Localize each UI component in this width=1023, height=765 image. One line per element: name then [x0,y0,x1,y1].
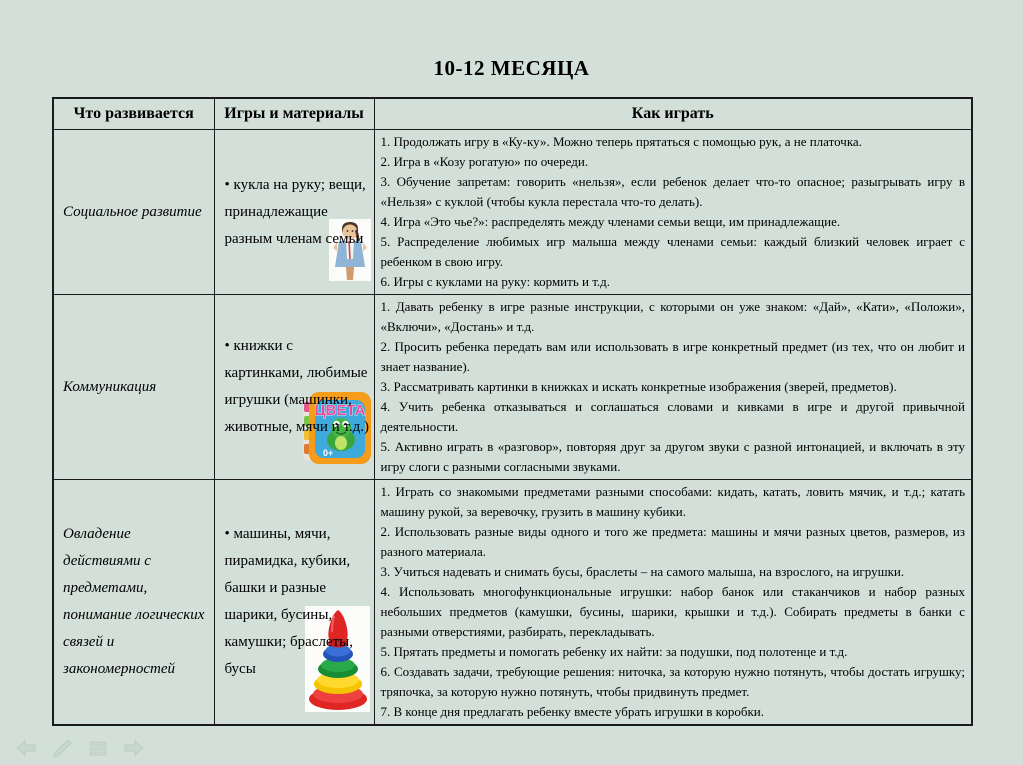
how-to-play-item: 1. Играть со знакомыми предметами разными способами: кидать, катать, ловить мячик, и т.д.; катать машину рукой, за веревочку, грузить в машину кубики. [380,484,965,519]
how-to-play-item: 4. Использовать многофункциональные игрушки: набор банок или стаканчиков и набор разных небольших предметов (камушки, бусины, шарики, крышки и т.д.). Собирать предметы в банки с разными отверстиями, разбирать, перекладывать. [380,584,965,639]
how-to-play-item: 2. Использовать разные виды одного и того же предмета: машины и мячи разных цветов, размеров, из разного материала. [380,524,965,559]
book-title-text: ЦВЕТА [314,402,365,419]
how-to-play-item: 4. Игра «Это чье?»: распределять между членами семьи вещи, им принадлежащие. [380,214,841,229]
header-row [53,98,972,130]
how-to-play-cell [374,480,972,726]
develops-cell: Социальное развитие [53,130,214,295]
column-header-develops: Что развивается [53,98,214,130]
how-to-play-item: 6. Игры с куклами на руку: кормить и т.д. [380,274,611,289]
how-to-play-item: 4. Учить ребенка отказываться и соглашаться словами и кивками в игре и другой привычной деятельности. [380,399,965,434]
slideshow-controls [14,735,164,761]
book-age-label: 0+ [322,448,333,458]
table-row [53,295,972,480]
how-to-play-item: 5. Прятать предметы и помогать ребенку их найти: за подушки, под полотенце и т.д. [380,644,848,659]
how-to-play-item: 2. Игра в «Козу рогатую» по очереди. [380,154,589,169]
how-to-play-item: 2. Просить ребенка передать вам или использовать в игре конкретный предмет (из тех, что он любит и знает название). [380,339,965,374]
materials-cell [214,480,374,726]
how-to-play-item: 6. Создавать задачи, требующие решения: ниточка, за которую нужно потянуть, чтобы достать игрушку; тряпочка, за которую нужно потянуть, чтобы придвинуть предмет. [380,664,965,699]
page-title: 10-12 МЕСЯЦА [433,56,590,80]
develops-cell: Овладение действиями с предметами, понимание логических связей и закономерностей [53,480,214,726]
column-header-materials: Игры и материалы [214,98,374,130]
how-to-play-item: 1. Продолжать игру в «Ку-ку». Можно теперь прятаться с помощью рук, а не платочка. [380,134,862,149]
how-to-play-item: 3. Учиться надевать и снимать бусы, браслеты – на самого малыша, на взрослого, на игрушки. [380,564,905,579]
materials-cell [214,130,374,295]
how-to-play-cell [374,295,972,480]
column-header-how-to-play: Как играть [374,98,972,130]
next-slide-button[interactable] [122,737,146,759]
slide-menu-button[interactable] [86,737,110,759]
materials-text: • кукла на руку; вещи, принадлежащие разным членам семьи [224,176,366,247]
materials-text: • машины, мячи, пирамидка, кубики, башки и разные шарики, бусины, камушки; браслеты, бусы [224,526,353,677]
how-to-play-item: 3. Обучение запретам: говорить «нельзя», если ребенок делает что-то опасное; разыгрывать игру в «Нельзя» с куклой (чтобы кукла перестала что-то делать). [380,174,965,209]
how-to-play-item: 5. Активно играть в «разговор», повторяя друг за другом звуки с разной интонацией, и включать в эту игру слоги с разными согласными звуками. [380,439,965,474]
materials-cell [214,295,374,480]
development-table [52,97,973,726]
table-row [53,130,972,295]
how-to-play-cell [374,130,972,295]
materials-text: • книжки с картинками, любимые игрушки (машинки, животные, мячи и т.д.) [224,338,370,435]
previous-slide-button[interactable] [14,737,38,759]
how-to-play-item: 5. Распределение любимых игр малыша между членами семьи: каждый близкий человек играет с ребенком в свою игру. [380,234,965,269]
develops-cell: Коммуникация [53,295,214,480]
how-to-play-item: 3. Рассматривать картинки в книжках и искать конкретные изображения (зверей, предметов). [380,379,897,394]
how-to-play-item: 7. В конце дня предлагать ребенку вместе убрать игрушки в коробки. [380,704,764,719]
table-row [53,480,972,726]
how-to-play-item: 1. Давать ребенку в игре разные инструкции, с которыми он уже знаком: «Дай», «Кати», «Положи», «Включи», «Достань» и т.д. [380,299,965,334]
pen-tool-button[interactable] [50,737,74,759]
